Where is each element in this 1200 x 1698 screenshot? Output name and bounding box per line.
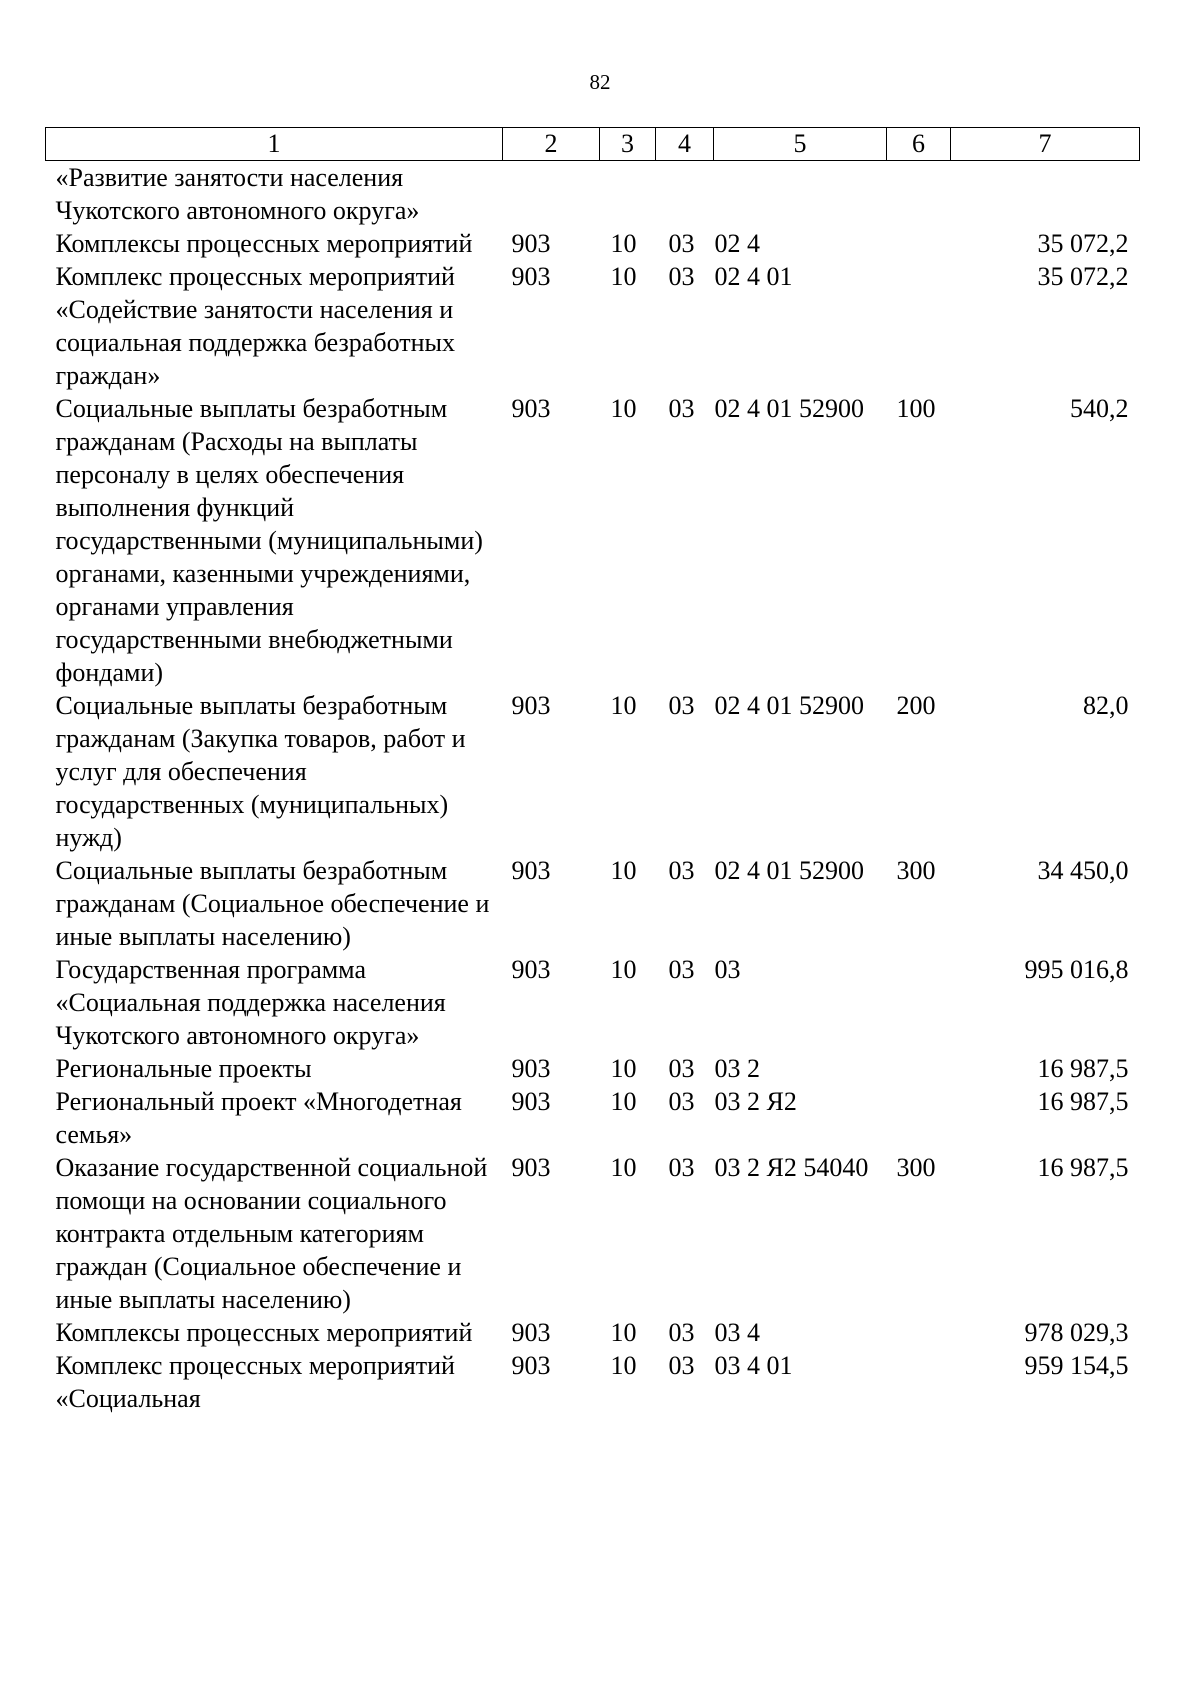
row-name: Социальные выплаты безработным гражданам (Расходы на выплаты персоналу в целях обеспечения выполнения функций государственными (муниципальными) органами, казенными учреждениями, органами управления государственными внебюджетными фондами) — [55, 394, 483, 687]
table-row — [46, 1085, 1140, 1151]
row-subsection: 03 — [668, 1351, 695, 1380]
budget-table — [45, 127, 1140, 1415]
row-expense-type: 300 — [896, 856, 936, 885]
row-subsection — [656, 161, 714, 228]
row-subsection: 03 — [668, 955, 695, 984]
row-section: 10 — [610, 1153, 637, 1182]
row-name: Социальные выплаты безработным гражданам (Закупка товаров, работ и услуг для обеспечения государственных (муниципальных) нужд) — [55, 691, 466, 852]
row-expense-type — [887, 1052, 951, 1085]
row-section: 10 — [610, 691, 637, 720]
table-row — [46, 260, 1140, 392]
table-row — [46, 953, 1140, 1052]
row-section: 10 — [610, 856, 637, 885]
row-expense-type — [887, 1349, 951, 1415]
row-name: Оказание государственной социальной помощи на основании социального контракта отдельным категориям граждан (Социальное обеспечение и иные выплаты населению) — [55, 1153, 488, 1314]
row-admin-code: 903 — [511, 1351, 551, 1380]
column-header-3: 3 — [600, 128, 656, 161]
row-amount: 959 154,5 — [1024, 1351, 1129, 1380]
table-row — [46, 227, 1140, 260]
row-section: 10 — [610, 262, 637, 291]
row-expense-type — [887, 1316, 951, 1349]
row-target-article: 02 4 — [714, 229, 760, 258]
row-target-article: 03 4 — [714, 1318, 760, 1347]
row-name: Комплекс процессных мероприятий «Социальная — [55, 1351, 455, 1413]
table-header — [46, 128, 1140, 161]
row-amount: 16 987,5 — [1037, 1087, 1129, 1116]
row-amount: 540,2 — [1070, 394, 1129, 423]
column-header-6: 6 — [887, 128, 951, 161]
column-header-5: 5 — [714, 128, 887, 161]
row-name: Региональные проекты — [55, 1054, 312, 1083]
row-target-article: 02 4 01 — [714, 262, 793, 291]
row-subsection: 03 — [668, 1318, 695, 1347]
row-section: 10 — [610, 1054, 637, 1083]
row-subsection: 03 — [668, 1153, 695, 1182]
row-target-article: 02 4 01 52900 — [714, 691, 864, 720]
row-target-article: 03 4 01 — [714, 1351, 793, 1380]
row-amount: 34 450,0 — [1037, 856, 1129, 885]
table-row — [46, 1349, 1140, 1415]
row-name: Социальные выплаты безработным гражданам (Социальное обеспечение и иные выплаты населению) — [55, 856, 490, 951]
row-expense-type — [887, 161, 951, 228]
row-subsection: 03 — [668, 1087, 695, 1116]
row-admin-code: 903 — [511, 229, 551, 258]
row-target-article: 02 4 01 52900 — [714, 394, 864, 423]
row-section: 10 — [610, 229, 637, 258]
row-expense-type — [887, 953, 951, 1052]
row-amount: 995 016,8 — [1024, 955, 1129, 984]
column-header-7: 7 — [951, 128, 1140, 161]
row-admin-code: 903 — [511, 1318, 551, 1347]
row-target-article: 03 2 — [714, 1054, 760, 1083]
row-admin-code — [503, 161, 600, 228]
row-section: 10 — [610, 1351, 637, 1380]
row-expense-type — [887, 227, 951, 260]
row-admin-code: 903 — [511, 1087, 551, 1116]
row-subsection: 03 — [668, 262, 695, 291]
row-name: Региональный проект «Многодетная семья» — [55, 1087, 462, 1149]
page-number: 82 — [589, 70, 611, 94]
table-row — [46, 1316, 1140, 1349]
row-amount — [951, 161, 1140, 228]
row-target-article: 03 2 Я2 54040 — [714, 1153, 869, 1182]
row-amount: 82,0 — [1083, 691, 1129, 720]
row-name: Комплексы процессных мероприятий — [55, 1318, 473, 1347]
column-header-2: 2 — [503, 128, 600, 161]
row-admin-code: 903 — [511, 856, 551, 885]
row-admin-code: 903 — [511, 1153, 551, 1182]
column-header-1: 1 — [46, 128, 503, 161]
row-expense-type — [887, 260, 951, 392]
row-amount: 978 029,3 — [1024, 1318, 1129, 1347]
row-section: 10 — [610, 955, 637, 984]
row-section: 10 — [610, 1087, 637, 1116]
table-row — [46, 1052, 1140, 1085]
row-subsection: 03 — [668, 1054, 695, 1083]
row-amount: 16 987,5 — [1037, 1054, 1129, 1083]
row-name: «Развитие занятости населения Чукотского автономного округа» — [55, 163, 420, 225]
header-row — [46, 128, 1140, 161]
row-target-article: 03 2 Я2 — [714, 1087, 797, 1116]
row-target-article — [714, 161, 887, 228]
table-row — [46, 854, 1140, 953]
row-admin-code: 903 — [511, 262, 551, 291]
row-name: Комплекс процессных мероприятий «Содействие занятости населения и социальная поддержка безработных граждан» — [55, 262, 455, 390]
row-section — [600, 161, 656, 228]
row-amount: 35 072,2 — [1037, 229, 1129, 258]
column-header-4: 4 — [656, 128, 714, 161]
row-expense-type: 100 — [896, 394, 936, 423]
table-row — [46, 689, 1140, 854]
row-admin-code: 903 — [511, 1054, 551, 1083]
row-subsection: 03 — [668, 856, 695, 885]
table-body — [46, 161, 1140, 1416]
table-row — [46, 392, 1140, 689]
row-amount: 35 072,2 — [1037, 262, 1129, 291]
row-admin-code: 903 — [511, 955, 551, 984]
row-admin-code: 903 — [511, 691, 551, 720]
row-subsection: 03 — [668, 229, 695, 258]
row-name: Государственная программа «Социальная поддержка населения Чукотского автономного округа» — [55, 955, 446, 1050]
table-row — [46, 161, 1140, 228]
row-expense-type — [887, 1085, 951, 1151]
row-target-article: 03 — [714, 955, 741, 984]
row-section: 10 — [610, 394, 637, 423]
row-expense-type: 300 — [896, 1153, 936, 1182]
row-name: Комплексы процессных мероприятий — [55, 229, 473, 258]
row-amount: 16 987,5 — [1037, 1153, 1129, 1182]
row-target-article: 02 4 01 52900 — [714, 856, 864, 885]
row-section: 10 — [610, 1318, 637, 1347]
row-admin-code: 903 — [511, 394, 551, 423]
row-subsection: 03 — [668, 691, 695, 720]
row-expense-type: 200 — [896, 691, 936, 720]
table-row — [46, 1151, 1140, 1316]
row-subsection: 03 — [668, 394, 695, 423]
